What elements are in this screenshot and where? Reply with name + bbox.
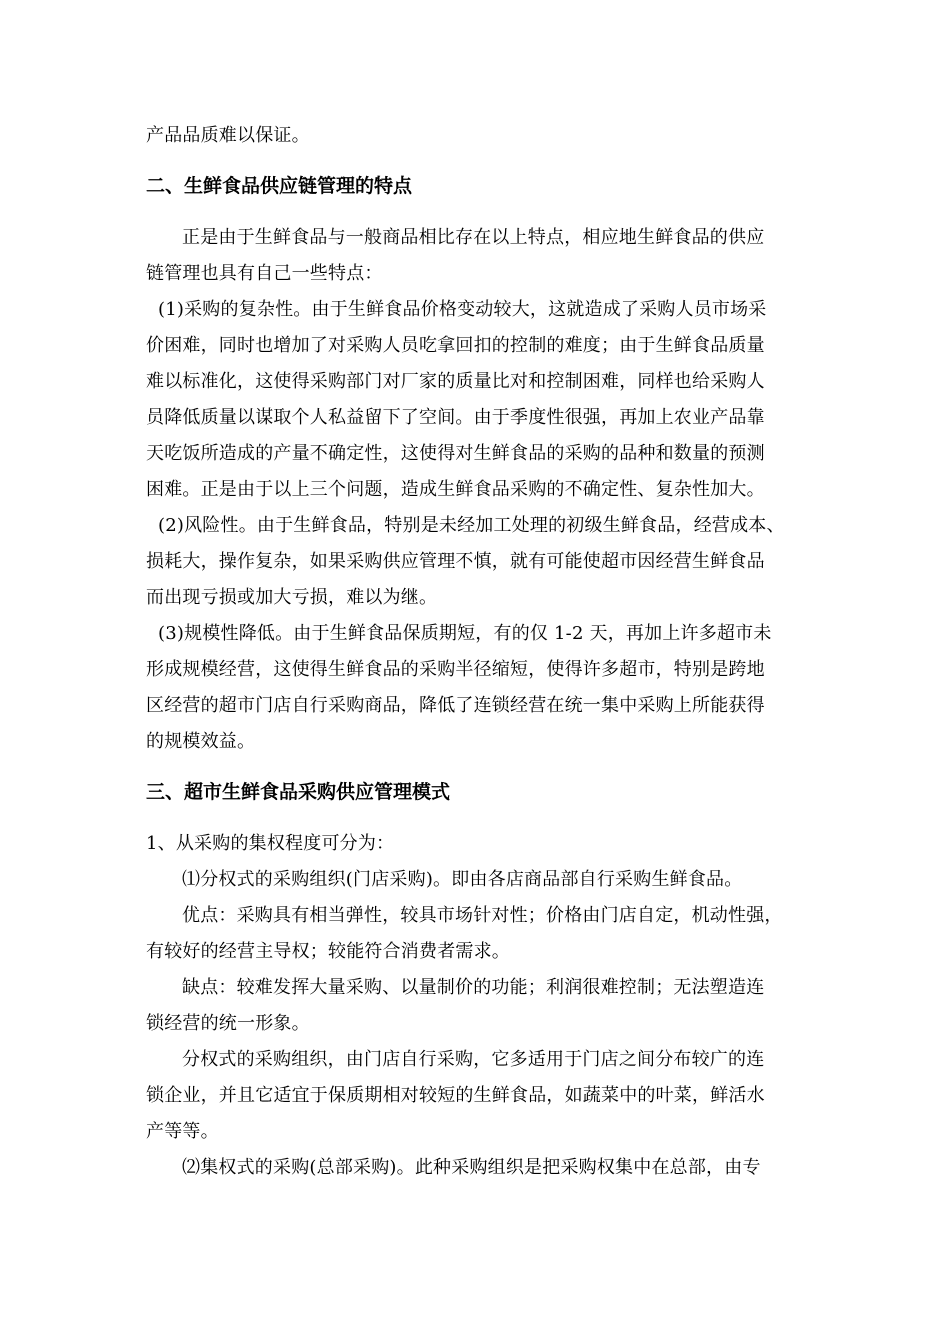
section-heading-3: 三、超市生鲜食品采购供应管理模式 — [146, 781, 451, 803]
text-line: 缺点：较难发挥大量采购、以量制价的功能；利润很难控制；无法塑造连 — [182, 977, 765, 998]
text-line: ⑴分权式的采购组织(门店采购)。即由各店商品部自行采购生鲜食品。 — [182, 869, 743, 890]
text-line: 损耗大，操作复杂，如果采购供应管理不慎，就有可能使超市因经营生鲜食品 — [146, 551, 765, 572]
text-line: 的规模效益。 — [146, 731, 256, 752]
text-line: 产品品质难以保证。 — [146, 125, 310, 146]
text-line: 难以标准化，这使得采购部门对厂家的质量比对和控制困难，同样也给采购人 — [146, 371, 765, 392]
section-heading-2: 二、生鲜食品供应链管理的特点 — [146, 175, 413, 197]
text-line: 产等等。 — [146, 1121, 219, 1142]
text-line: 锁经营的统一形象。 — [146, 1013, 310, 1034]
text-line: 而出现亏损或加大亏损，难以为继。 — [146, 587, 438, 608]
text-line: 正是由于生鲜食品与一般商品相比存在以上特点，相应地生鲜食品的供应 — [182, 227, 765, 248]
text-line: 分权式的采购组织，由门店自行采购，它多适用于门店之间分布较广的连 — [182, 1049, 765, 1070]
text-line: 价困难，同时也增加了对采购人员吃拿回扣的控制的难度；由于生鲜食品质量 — [146, 335, 765, 356]
text-line: 员降低质量以谋取个人私益留下了空间。由于季度性很强，再加上农业产品靠 — [146, 407, 765, 428]
text-line: 1、从采购的集权程度可分为： — [146, 833, 395, 854]
document-page — [146, 118, 826, 1186]
text-line: (1)采购的复杂性。由于生鲜食品价格变动较大，这就造成了采购人员市场采 — [158, 299, 767, 320]
text-line: 锁企业，并且它适宜于保质期相对较短的生鲜食品，如蔬菜中的叶菜，鲜活水 — [146, 1085, 765, 1106]
text-line: (2)风险性。由于生鲜食品，特别是未经加工处理的初级生鲜食品，经营成本、 — [158, 515, 785, 536]
text-line: 优点：采购具有相当弹性，较具市场针对性；价格由门店自定，机动性强， — [182, 905, 783, 926]
text-line: 天吃饭所造成的产量不确定性，这使得对生鲜食品的采购的品种和数量的预测 — [146, 443, 765, 464]
text-line: 困难。正是由于以上三个问题，造成生鲜食品采购的不确定性、复杂性加大。 — [146, 479, 765, 500]
text-line: 有较好的经营主导权；较能符合消费者需求。 — [146, 941, 510, 962]
text-line: 链管理也具有自己一些特点： — [146, 263, 383, 284]
text-line: 区经营的超市门店自行采购商品，降低了连锁经营在统一集中采购上所能获得 — [146, 695, 765, 716]
text-line: (3)规模性降低。由于生鲜食品保质期短，有的仅 1-2 天，再加上许多超市未 — [158, 623, 772, 644]
text-line: ⑵集权式的采购(总部采购)。此种采购组织是把采购权集中在总部，由专 — [182, 1157, 761, 1178]
text-line: 形成规模经营，这使得生鲜食品的采购半径缩短，使得许多超市，特别是跨地 — [146, 659, 765, 680]
